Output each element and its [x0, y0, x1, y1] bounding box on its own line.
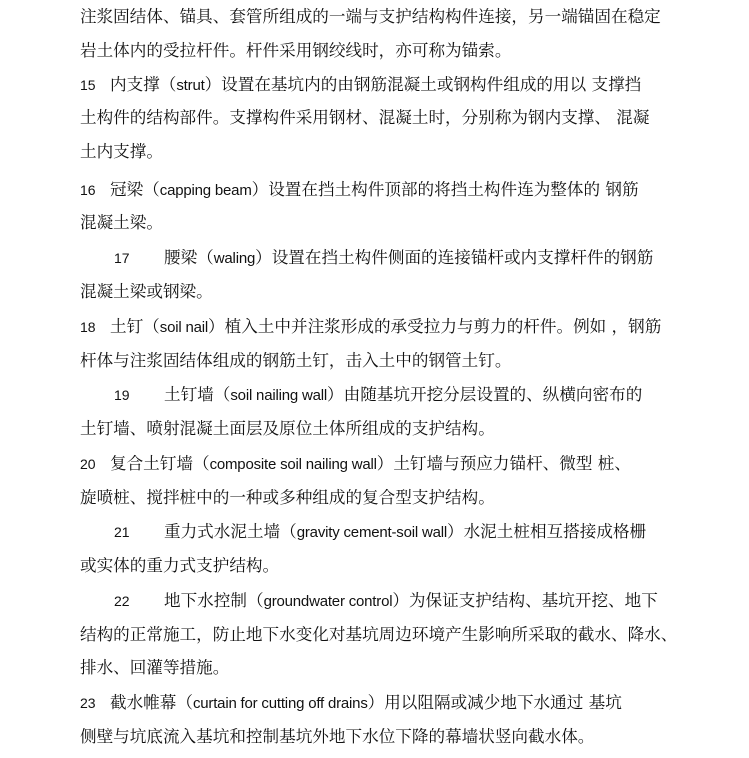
term-20-heading: [80, 450, 720, 478]
paragraph-line: [80, 37, 720, 65]
term-number: 17: [114, 250, 130, 266]
line-text: 混凝土梁或钢梁。: [80, 282, 213, 301]
term-name-cn: 截水帷幕（: [110, 693, 193, 712]
line-text: 混凝土梁。: [80, 213, 163, 232]
paragraph-line: [80, 654, 720, 682]
term-definition: ）水泥土桩相互搭接成格栅: [447, 522, 647, 541]
line-text: 结构的正常施工，防止地下水变化对基坑周边环境产生影响所采取的截水、降水、: [80, 625, 678, 644]
line-text: 岩土体内的受拉杆件。杆件采用钢绞线时，亦可称为锚索。: [80, 41, 512, 60]
term-name-en: soil nail: [159, 319, 209, 336]
term-definition: ）为保证支护结构、基坑开挖、地下: [392, 591, 658, 610]
term-number: 23: [80, 695, 96, 711]
line-text: 旋喷桩、搅拌桩中的一种或多种组成的复合型支护结构。: [80, 488, 495, 507]
paragraph-line: [80, 621, 720, 649]
term-number: 18: [80, 319, 96, 335]
term-16-heading: [80, 176, 720, 204]
term-number: 19: [114, 387, 130, 403]
paragraph-line: [80, 3, 720, 31]
term-22-heading: [114, 587, 720, 615]
term-name-cn: 地下水控制（: [164, 591, 264, 610]
term-name-cn: 腰梁（: [164, 248, 214, 267]
term-definition: ）土钉墙与预应力锚杆、微型 桩、: [376, 454, 631, 473]
term-name-en: capping beam: [159, 182, 252, 199]
paragraph-line: [80, 138, 720, 166]
term-name-cn: 内支撑（: [110, 75, 177, 94]
paragraph-line: [80, 723, 720, 751]
term-23-heading: [80, 689, 720, 717]
term-number: 16: [80, 182, 96, 198]
line-text: 注浆固结体、锚具、套管所组成的一端与支护结构构件连接，另一端锚固在稳定: [80, 7, 661, 26]
term-name-cn: 土钉墙（: [164, 385, 231, 404]
term-definition: ）植入土中并注浆形成的承受拉力与剪力的杆件。例如 ，钢筋: [208, 317, 662, 336]
term-name-en: composite soil nailing wall: [209, 456, 377, 473]
term-name-en: strut: [176, 77, 205, 94]
paragraph-line: [80, 484, 720, 512]
term-name-en: soil nailing wall: [230, 387, 328, 404]
term-number: 15: [80, 77, 96, 93]
term-name-en: waling: [213, 250, 256, 267]
term-number: 21: [114, 524, 130, 540]
line-text: 或实体的重力式支护结构。: [80, 556, 280, 575]
line-text: 土构件的结构部件。支撑构件采用钢材、混凝土时，分别称为钢内支撑、 混凝: [80, 108, 650, 127]
paragraph-line: [80, 415, 720, 443]
line-text: 杆体与注浆固结体组成的钢筋土钉，击入土中的钢管土钉。: [80, 351, 512, 370]
line-text: 排水、回灌等措施。: [80, 658, 230, 677]
term-21-heading: [114, 518, 720, 546]
term-definition: ）用以阻隔或减少地下水通过 基坑: [367, 693, 622, 712]
term-definition: ）设置在挡土构件侧面的连接锚杆或内支撑杆件的钢筋: [255, 248, 654, 267]
paragraph-line: [80, 347, 720, 375]
term-name-en: gravity cement-soil wall: [296, 524, 447, 541]
paragraph-line: [80, 278, 720, 306]
term-17-heading: [114, 244, 720, 272]
term-number: 20: [80, 456, 96, 472]
paragraph-line: [80, 552, 720, 580]
line-text: 侧壁与坑底流入基坑和控制基坑外地下水位下降的幕墙状竖向截水体。: [80, 727, 595, 746]
term-19-heading: [114, 381, 720, 409]
term-name-cn: 重力式水泥土墙（: [164, 522, 297, 541]
term-definition: ）设置在基坑内的由钢筋混凝土或钢构件组成的用以 支撑挡: [204, 75, 642, 94]
term-name-cn: 土钉（: [110, 317, 160, 336]
term-name-en: curtain for cutting off drains: [192, 695, 368, 712]
term-18-heading: [80, 313, 720, 341]
term-name-cn: 冠梁（: [110, 180, 160, 199]
term-number: 22: [114, 593, 130, 609]
line-text: 土钉墙、喷射混凝土面层及原位土体所组成的支护结构。: [80, 419, 495, 438]
term-name-cn: 复合土钉墙（: [110, 454, 210, 473]
term-definition: ）设置在挡土构件顶部的将挡土构件连为整体的 钢筋: [251, 180, 639, 199]
paragraph-line: [80, 209, 720, 237]
paragraph-line: [80, 104, 720, 132]
line-text: 土内支撑。: [80, 142, 163, 161]
term-definition: ）由随基坑开挖分层设置的、纵横向密布的: [327, 385, 643, 404]
term-name-en: groundwater control: [263, 593, 393, 610]
term-15-heading: [80, 71, 720, 99]
